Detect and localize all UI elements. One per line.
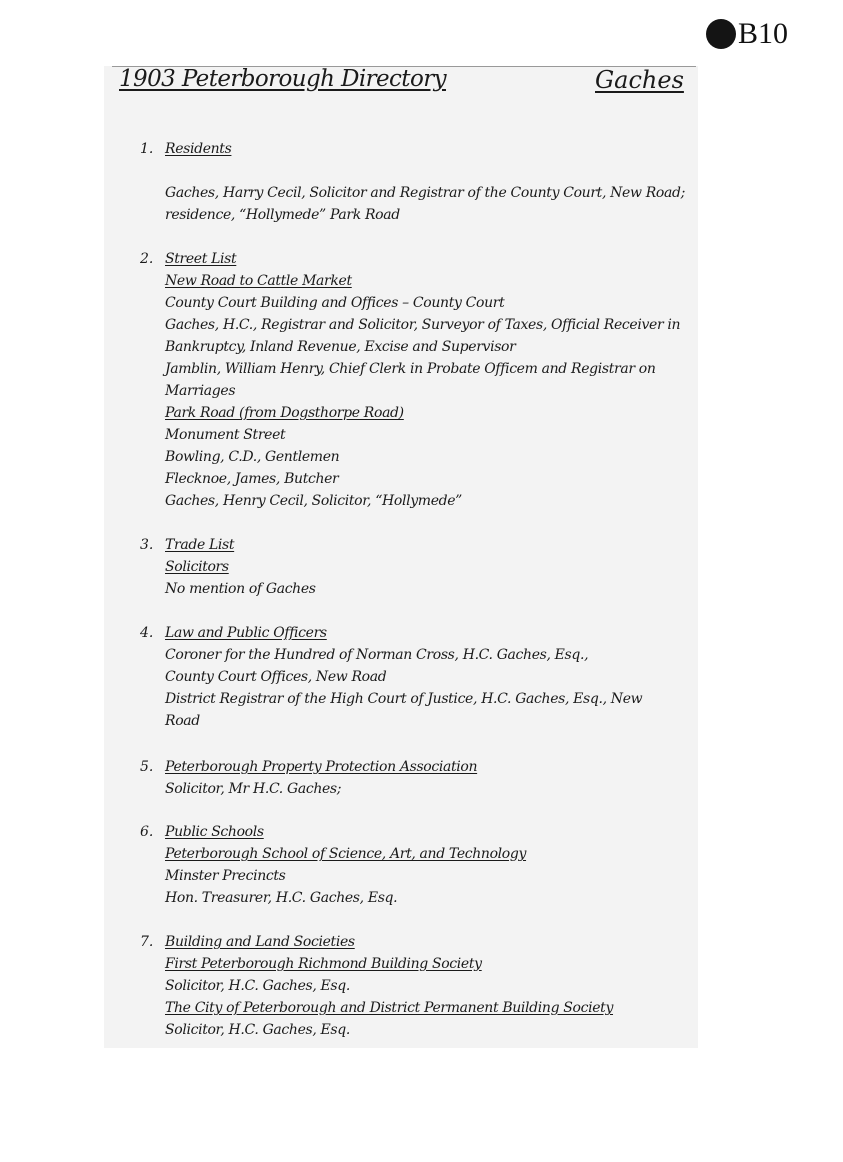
section-heading: Residents bbox=[165, 141, 232, 157]
entry-line: Solicitor, H.C. Gaches, Esq. bbox=[165, 1022, 350, 1038]
entry-line: Minster Precincts bbox=[165, 868, 286, 884]
entry-line: Road bbox=[165, 713, 200, 729]
entry-line: District Registrar of the High Court of Justice, H.C. Gaches, Esq., New bbox=[165, 691, 643, 707]
section-heading: Building and Land Societies bbox=[165, 934, 355, 950]
entry-line: Hon. Treasurer, H.C. Gaches, Esq. bbox=[165, 890, 398, 906]
section-trade-list bbox=[140, 534, 705, 600]
section-building-societies bbox=[140, 931, 705, 1041]
entry-line: County Court Building and Offices – County Court bbox=[165, 295, 505, 311]
document-title: 1903 Peterborough Directory bbox=[119, 66, 446, 92]
section-number: 3. bbox=[140, 537, 154, 553]
section-law-public-officers bbox=[140, 622, 705, 732]
entry-line: residence, “Hollymede” Park Road bbox=[165, 207, 400, 223]
entry-line: Gaches, H.C., Registrar and Solicitor, Surveyor of Taxes, Official Receiver in bbox=[165, 317, 681, 333]
section-heading: Trade List bbox=[165, 537, 235, 553]
page-code: B10 bbox=[738, 17, 789, 50]
entry-line: County Court Offices, New Road bbox=[165, 669, 387, 685]
section-residents bbox=[140, 138, 705, 226]
bullet-dot-icon bbox=[706, 19, 736, 49]
section-public-schools bbox=[140, 821, 705, 909]
section-heading: Peterborough Property Protection Association bbox=[165, 759, 478, 775]
entry-line: Solicitor, H.C. Gaches, Esq. bbox=[165, 978, 350, 994]
subheading: Peterborough School of Science, Art, and Technology bbox=[165, 846, 527, 862]
entry-line: Jamblin, William Henry, Chief Clerk in Probate Officem and Registrar on bbox=[165, 361, 656, 377]
section-number: 5. bbox=[140, 759, 154, 775]
section-number: 1. bbox=[140, 141, 154, 157]
entry-line: Bankruptcy, Inland Revenue, Excise and Supervisor bbox=[165, 339, 516, 355]
entry-line: Flecknoe, James, Butcher bbox=[165, 471, 339, 487]
section-number: 2. bbox=[140, 251, 154, 267]
section-number: 4. bbox=[140, 625, 154, 641]
subheading: Solicitors bbox=[165, 559, 229, 575]
section-heading: Street List bbox=[165, 251, 237, 267]
section-heading: Public Schools bbox=[165, 824, 264, 840]
entry-line: Marriages bbox=[165, 383, 236, 399]
entry-line: Gaches, Harry Cecil, Solicitor and Registrar of the County Court, New Road; bbox=[165, 185, 685, 201]
section-heading: Law and Public Officers bbox=[165, 625, 327, 641]
document-surname: Gaches bbox=[595, 66, 684, 94]
subheading: New Road to Cattle Market bbox=[165, 273, 352, 289]
section-number: 6. bbox=[140, 824, 154, 840]
section-street-list bbox=[140, 248, 705, 512]
section-property-protection bbox=[140, 756, 705, 800]
subheading: Park Road (from Dogsthorpe Road) bbox=[165, 405, 404, 421]
entry-line: No mention of Gaches bbox=[165, 581, 316, 597]
entry-line: Bowling, C.D., Gentlemen bbox=[165, 449, 340, 465]
subheading: First Peterborough Richmond Building Society bbox=[165, 956, 482, 972]
entry-line: Solicitor, Mr H.C. Gaches; bbox=[165, 781, 342, 797]
entry-line: Gaches, Henry Cecil, Solicitor, “Hollymede” bbox=[165, 493, 462, 509]
page-badge bbox=[706, 16, 788, 52]
entry-line: Coroner for the Hundred of Norman Cross, H.C. Gaches, Esq., bbox=[165, 647, 589, 663]
section-number: 7. bbox=[140, 934, 154, 950]
subheading: The City of Peterborough and District Permanent Building Society bbox=[165, 1000, 614, 1016]
entry-line: Monument Street bbox=[165, 427, 286, 443]
